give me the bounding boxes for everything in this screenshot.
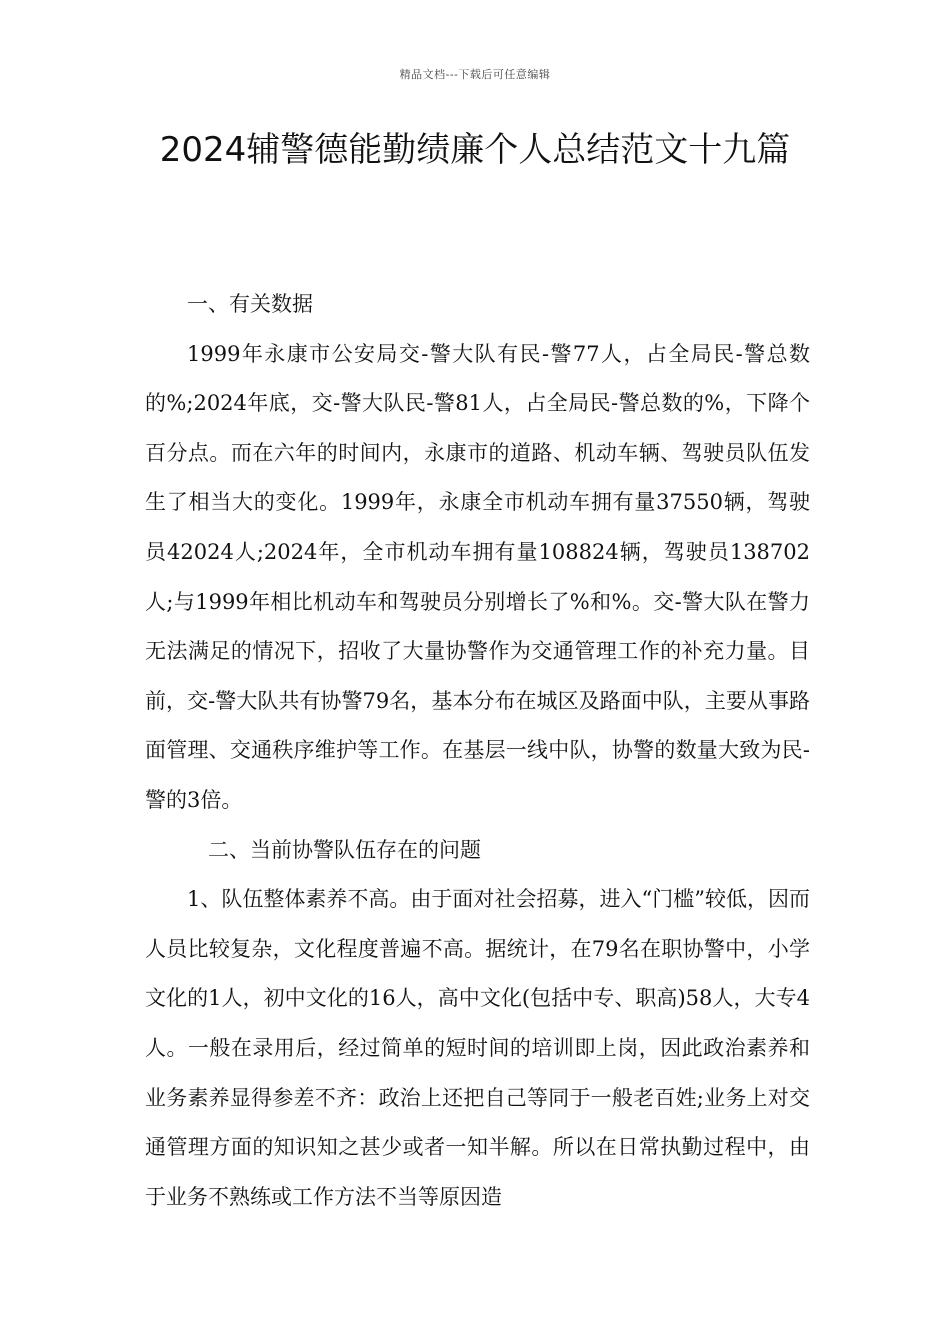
body-paragraph-1: 1999年永康市公安局交-警大队有民-警77人，占全局民-警总数的%;2024年底，交-警大队民-警81人，占全局民-警总数的%，下降个百分点。而在六年的时间内，永康市的道路、机动车辆、驾驶员队伍发生了相当大的变化。1999年，永康全市机动车拥有量37550辆，驾驶员42024人;2024年，全市机动车拥有量108824辆，驾驶员138702人;与1999年相比机动车和驾驶员分别增长了%和%。交-警大队在警力无法满足的情况下，招收了大量协警作为交通管理工作的补充力量。目前，交-警大队共有协警79名，基本分布在城区及路面中队，主要从事路面管理、交通秩序维护等工作。在基层一线中队，协警的数量大致为民-警的3倍。 [145,341,810,812]
section-heading-2: 二、当前协警队伍存在的问题 [208,837,481,862]
document-body [145,280,810,1222]
body-paragraph-2: 1、队伍整体素养不高。由于面对社会招募，进入“门槛”较低，因而人员比较复杂，文化程度普遍不高。据统计，在79名在职协警中，小学文化的1人，初中文化的16人，高中文化(包括中专、职高)58人，大专4人。一般在录用后，经过简单的短时间的培训即上岗，因此政治素养和业务素养显得参差不齐：政治上还把自己等同于一般老百姓;业务上对交通管理方面的知识知之甚少或者一知半解。所以在日常执勤过程中，由于业务不熟练或工作方法不当等原因造 [145,887,810,1209]
document-title: 2024辅警德能勤绩廉个人总结范文十九篇 [159,130,791,170]
section-heading-1: 一、有关数据 [187,292,313,316]
header-note: 精品文档---下载后可任意编辑 [399,68,551,81]
